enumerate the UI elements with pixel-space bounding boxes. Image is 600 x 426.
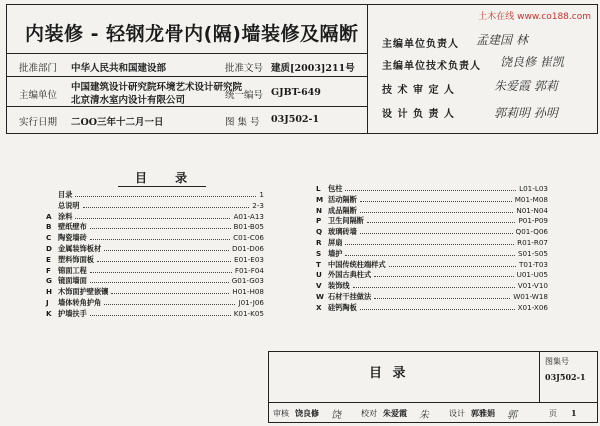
atlas-no-label: 图集号	[545, 357, 569, 366]
toc-entry-page: W01-W18	[513, 291, 548, 301]
toc-entry-page: J01-J06	[238, 297, 264, 307]
check-signature: 朱	[419, 410, 429, 421]
toc-entry-title: 陶瓷墙砖	[58, 233, 87, 243]
toc-leader-dots	[90, 272, 232, 273]
signature-role: 主编单位技术负责人	[382, 61, 481, 72]
toc-entry-title: 金属装饰板材	[58, 243, 102, 253]
divider	[269, 402, 597, 403]
unified-no-label: 统一编号	[225, 90, 264, 101]
toc-entry-letter: P	[316, 216, 322, 226]
toc-entry-page: X01-X06	[517, 302, 548, 312]
page-title: 内装修 - 轻钢龙骨内(隔)墙装修及隔断	[25, 23, 359, 45]
editor-line2: 北京清水室内设计有限公司	[71, 95, 186, 106]
toc-entry	[316, 216, 548, 227]
toc-entry-letter: H	[46, 287, 53, 297]
design-signature: 郭	[507, 410, 517, 421]
toc-entry-title: 塑料饰面板	[58, 254, 94, 264]
toc-leader-dots	[97, 261, 231, 262]
toc-entry-letter: L	[316, 184, 321, 193]
toc-entry-title: 镜面墙面	[58, 276, 87, 286]
toc-entry	[316, 195, 548, 206]
toc-leader-dots	[75, 218, 230, 219]
toc-entry	[46, 266, 264, 277]
toc-entry	[316, 270, 548, 281]
design-label: 设计	[449, 409, 465, 418]
toc-entry-title: 硅钙陶板	[328, 302, 357, 312]
toc-leader-dots	[389, 266, 516, 267]
review-signature: 饶	[331, 410, 341, 421]
divider	[7, 76, 367, 77]
toc-entry	[46, 233, 264, 244]
toc-entry-title: 中国传统柱端样式	[328, 259, 386, 269]
toc-entry-letter: R	[316, 237, 322, 247]
toc-leader-dots	[374, 298, 510, 299]
toc-leader-dots	[360, 233, 513, 234]
title-block	[268, 351, 598, 423]
toc-leader-dots	[75, 196, 256, 197]
toc-leader-dots	[367, 222, 515, 223]
toc-entry-title: 目录	[58, 190, 73, 199]
approval-dept-label: 批准部门	[19, 63, 58, 74]
toc-leader-dots	[90, 315, 231, 316]
toc-entry	[316, 238, 548, 249]
signature-role: 主编单位负责人	[382, 39, 459, 50]
toc-entry	[316, 184, 548, 195]
toc-entry	[46, 255, 264, 266]
review-name: 饶良修	[295, 408, 319, 418]
divider	[539, 352, 540, 402]
approval-no: 建质[2003]211号	[271, 63, 355, 74]
toc-leader-dots	[374, 276, 514, 277]
header-info-block	[6, 4, 368, 134]
review-label: 审核	[273, 409, 289, 418]
toc-entry-letter: D	[46, 243, 52, 253]
toc-entry-letter: N	[316, 205, 323, 215]
toc-entry-letter: B	[46, 222, 52, 232]
toc-entry-title: 装饰线	[328, 281, 350, 291]
toc-entry-letter: U	[316, 270, 322, 280]
toc-entry-letter: Q	[316, 227, 323, 237]
toc-entry-letter: T	[316, 259, 321, 269]
toc-entry-page: Q01-Q06	[515, 227, 548, 237]
toc-entry-page: N01-N04	[516, 205, 548, 215]
toc-entry-letter: S	[316, 248, 322, 258]
toc-entry-title: 木饰面护壁嵌镶	[58, 287, 109, 297]
toc-entry-page: K01-K05	[233, 308, 264, 318]
toc-entry-letter: E	[46, 254, 51, 264]
toc-leader-dots	[90, 239, 230, 240]
toc-entry	[316, 281, 548, 292]
toc-entry	[46, 222, 264, 233]
toc-entry-page: R01-R07	[517, 237, 548, 247]
toc-entry-letter: G	[46, 276, 52, 286]
editor-line1: 中国建筑设计研究院环境艺术设计研究院	[71, 82, 243, 93]
atlas-no: 03J502-1	[271, 114, 320, 125]
toc-entry-letter: X	[316, 302, 322, 312]
toc-leader-dots	[345, 190, 516, 191]
toc-entry	[316, 292, 548, 303]
toc-entry	[316, 303, 548, 314]
toc-entry-title: 墙体转角护角	[58, 297, 102, 307]
toc-entry	[316, 260, 548, 271]
signature-role: 技 术 审 定 人	[382, 85, 455, 96]
toc-entry-page: L01-L03	[519, 184, 548, 193]
sheet-title: 目 录	[369, 366, 409, 381]
toc-entry-letter: C	[46, 233, 52, 243]
toc-leader-dots	[360, 309, 515, 310]
approval-no-label: 批准文号	[225, 63, 264, 74]
toc-entry-title: 成品隔断	[328, 205, 357, 215]
toc-entry	[46, 201, 264, 212]
toc-entry	[46, 298, 264, 309]
toc-entry-title: 活动隔断	[328, 194, 357, 204]
toc-entry-title: 护墙扶手	[58, 308, 87, 318]
signature-block	[368, 4, 598, 134]
toc-entry-page: E01-E03	[234, 254, 264, 264]
toc-entry-title: 玻璃砖墙	[328, 227, 357, 237]
toc-entry-letter: W	[316, 291, 324, 301]
toc-entry-letter: A	[46, 211, 52, 221]
signature-names: 孟建国 林	[476, 33, 528, 47]
toc-entry-letter: M	[316, 194, 324, 204]
signature-role: 设 计 负 责 人	[382, 109, 455, 120]
effective-date: 二OO三年十二月一日	[71, 117, 164, 128]
toc-entry-letter: K	[46, 308, 52, 318]
toc-entry-page: U01-U05	[516, 270, 548, 280]
atlas-no-label: 图 集 号	[225, 117, 260, 128]
editor-label: 主编单位	[19, 90, 58, 101]
effective-label: 实行日期	[19, 117, 58, 128]
toc-leader-dots	[83, 207, 249, 208]
toc-entry-title: 屏扇	[328, 237, 343, 247]
toc-entry-page: 1	[259, 190, 264, 199]
toc-entry	[316, 227, 548, 238]
toc-right-column	[316, 184, 548, 314]
toc-leader-dots	[104, 304, 235, 305]
signature-names: 饶良修 崔凯	[500, 55, 564, 69]
toc-left-column	[46, 190, 264, 320]
toc-leader-dots	[345, 255, 515, 256]
toc-entry-page: A01-A13	[233, 211, 264, 221]
toc-entry-page: V01-V10	[517, 281, 548, 291]
toc-leader-dots	[353, 287, 515, 288]
check-name: 朱爱霞	[383, 408, 407, 418]
signature-names: 郭莉明 孙明	[494, 106, 558, 120]
design-name: 郭雅娟	[471, 408, 495, 418]
toc-leader-dots	[90, 228, 231, 229]
toc-title-underline	[118, 186, 206, 187]
toc-entry	[46, 287, 264, 298]
toc-entry	[46, 244, 264, 255]
toc-entry-page: 2-3	[252, 200, 264, 210]
toc-entry-page: P01-P09	[518, 216, 548, 226]
divider	[7, 53, 367, 54]
toc-leader-dots	[111, 293, 229, 294]
page-label: 页	[549, 409, 557, 418]
toc-title: 目 录	[135, 171, 200, 185]
toc-entry-page: T01-T03	[518, 259, 548, 269]
toc-entry-page: H01-H08	[232, 287, 264, 297]
toc-leader-dots	[360, 201, 512, 202]
toc-entry	[46, 309, 264, 320]
toc-entry-page: C01-C06	[233, 233, 264, 243]
atlas-no: 03J502-1	[545, 372, 586, 382]
toc-entry-title: 卫生间隔断	[328, 216, 364, 226]
toc-entry-title: 总说明	[58, 200, 80, 210]
approval-dept: 中华人民共和国建设部	[71, 63, 167, 74]
toc-entry-page: F01-F04	[234, 265, 264, 275]
toc-leader-dots	[360, 212, 513, 213]
toc-entry-page: M01-M08	[514, 194, 548, 204]
toc-entry-title: 锦面工程	[58, 265, 87, 275]
toc-entry-page: B01-B05	[233, 222, 264, 232]
toc-entry	[46, 190, 264, 201]
toc-leader-dots	[90, 282, 229, 283]
toc-leader-dots	[345, 244, 514, 245]
toc-entry	[316, 249, 548, 260]
toc-entry-letter: F	[46, 265, 51, 275]
toc-leader-dots	[104, 250, 229, 251]
signature-names: 朱爱霞 郭莉	[494, 79, 558, 93]
toc-entry-title: 石材干挂做法	[328, 291, 372, 301]
toc-entry	[316, 206, 548, 217]
toc-entry-title: 壁纸壁布	[58, 222, 87, 232]
toc-entry-title: 外国古典柱式	[328, 270, 372, 280]
toc-entry-title: 墙护	[328, 248, 343, 258]
page-number: 1	[571, 408, 577, 418]
divider	[7, 106, 367, 107]
toc-entry-page: G01-G03	[231, 276, 264, 286]
toc-entry-letter: V	[316, 281, 322, 291]
watermark: 土木在线 www.co188.com	[478, 12, 591, 22]
toc-entry-title: 涂料	[58, 211, 73, 221]
check-label: 校对	[361, 409, 377, 418]
toc-entry-page: D01-D06	[232, 243, 264, 253]
unified-no: GJBT-649	[271, 87, 321, 98]
toc-entry	[46, 276, 264, 287]
toc-entry-letter: J	[46, 297, 49, 307]
toc-entry-title: 包柱	[328, 184, 343, 193]
toc-entry	[46, 212, 264, 223]
toc-entry-page: S01-S05	[517, 248, 548, 258]
